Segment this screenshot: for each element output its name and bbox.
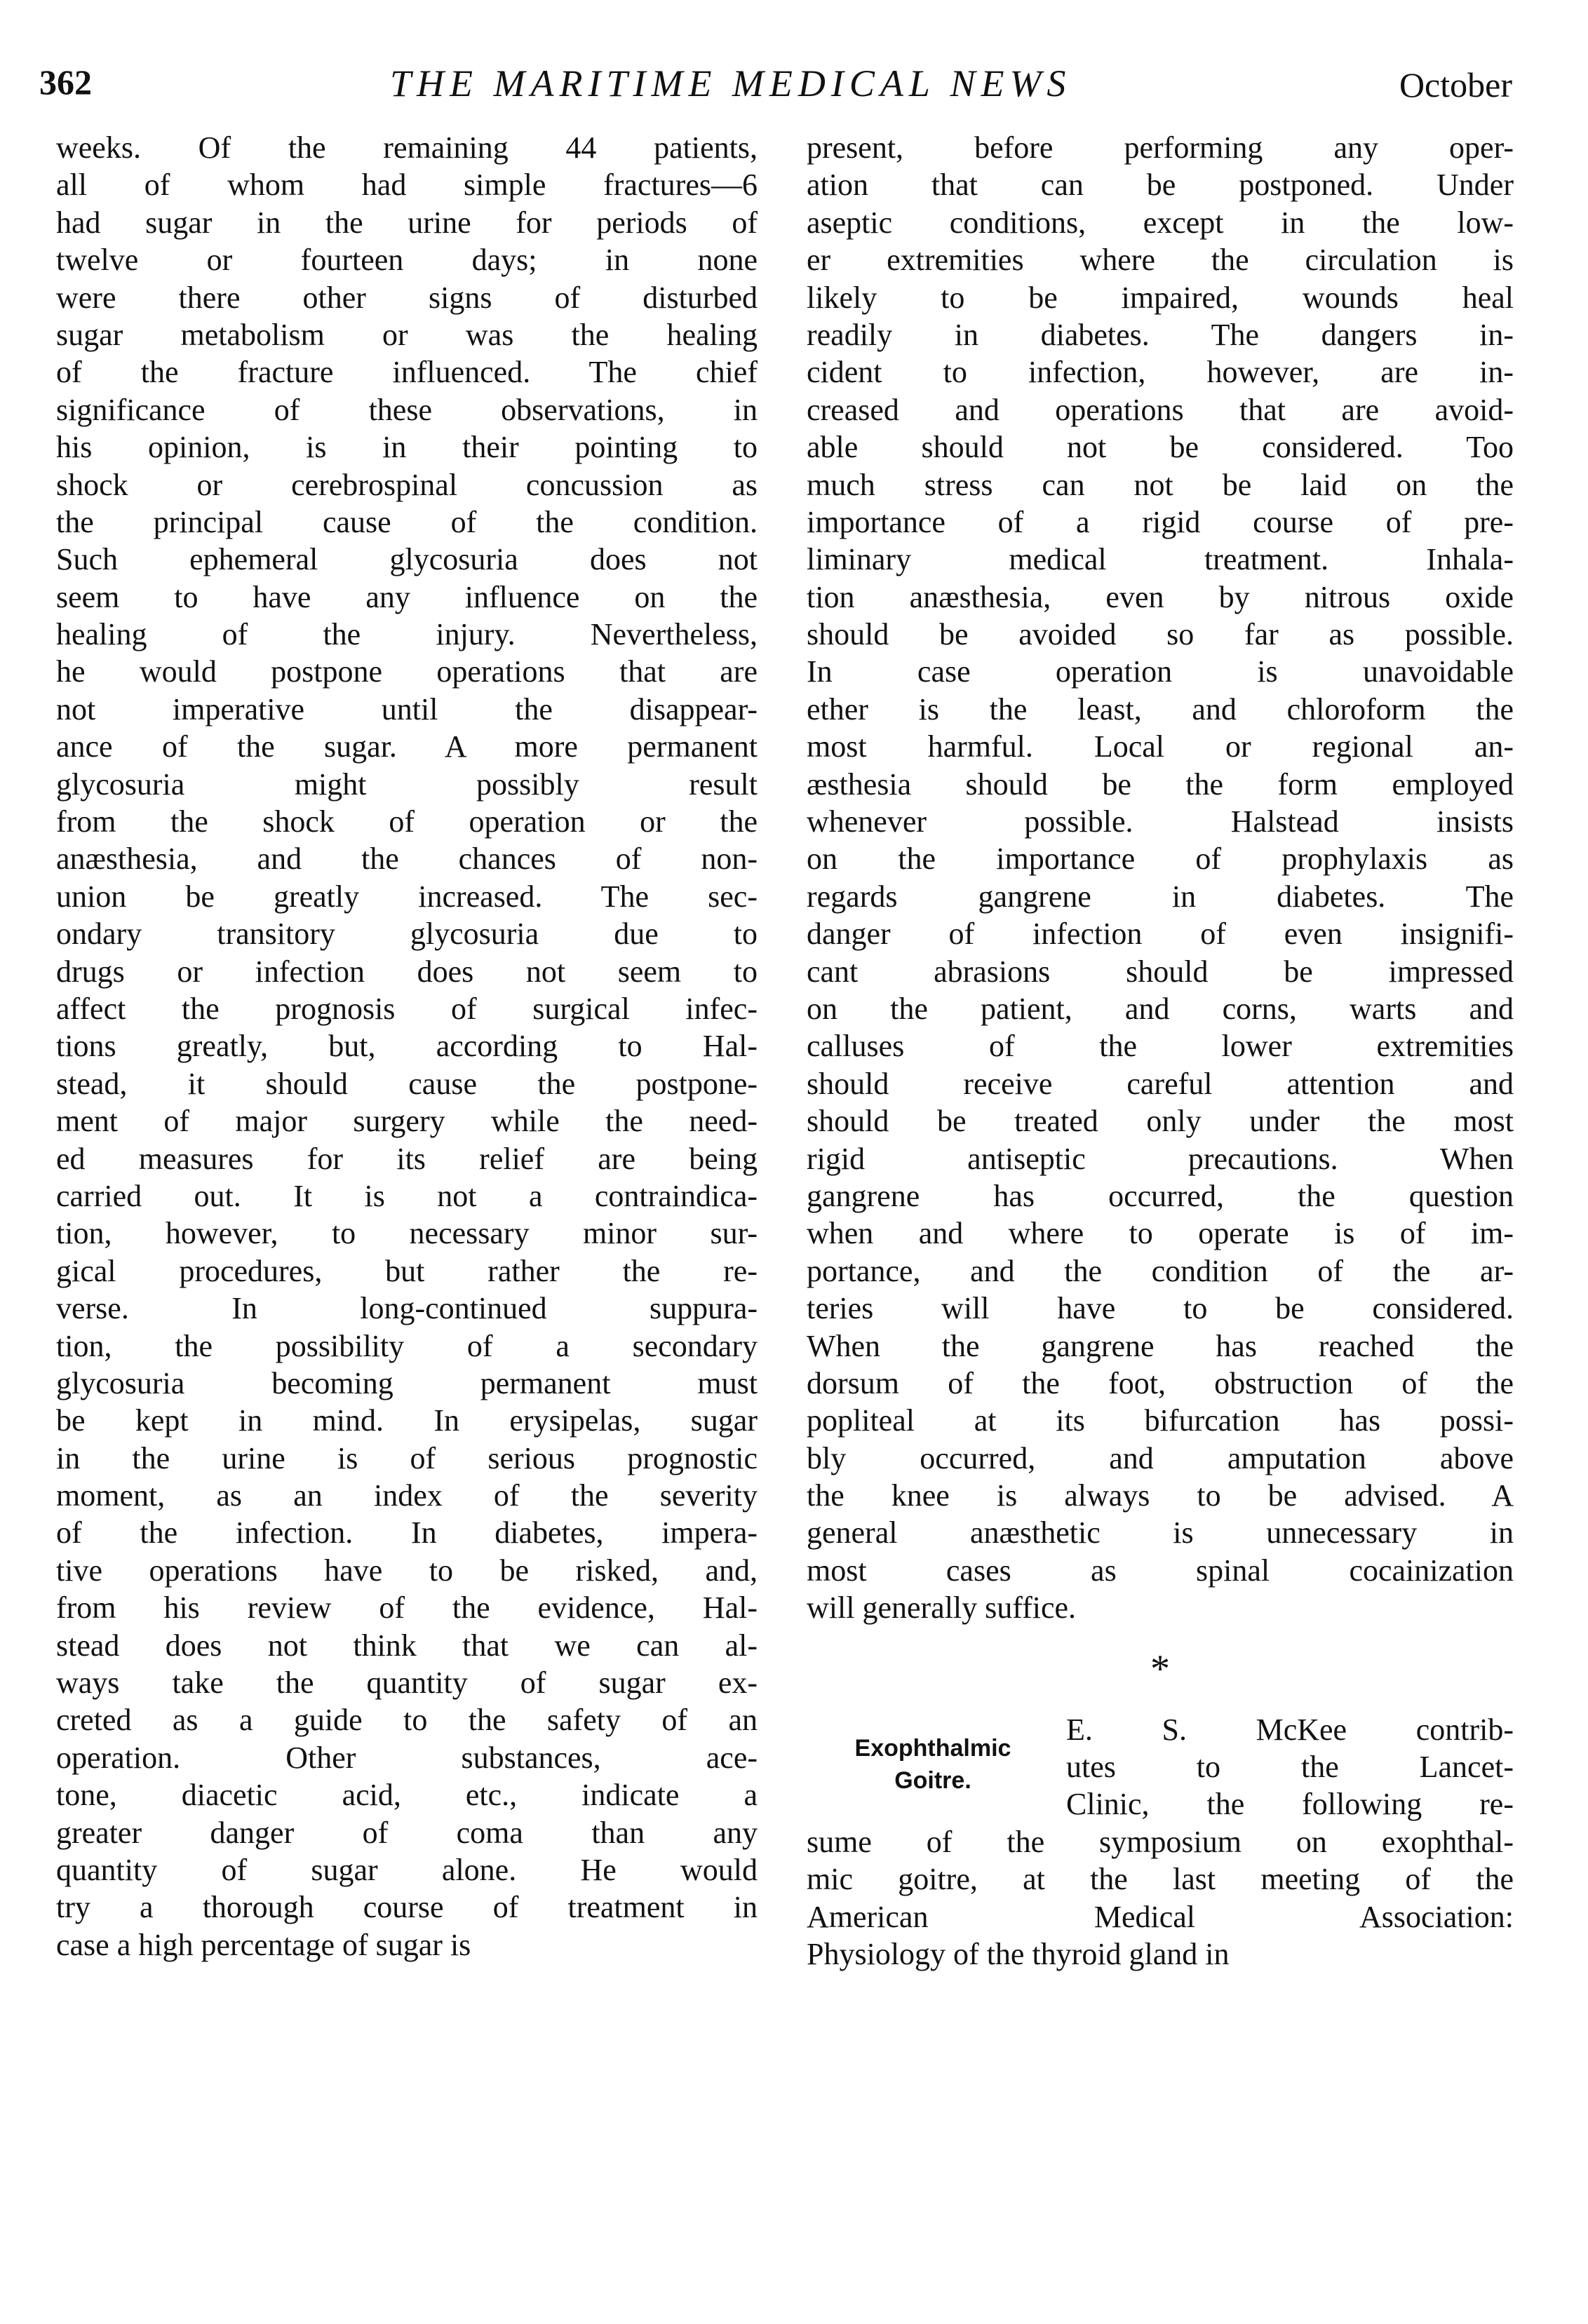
issue-month: October bbox=[1399, 65, 1512, 104]
text-line: In case operation is unavoidable bbox=[807, 654, 1514, 689]
sidehead-line: Goitre. bbox=[894, 1766, 971, 1794]
text-line: teries will have to be considered. bbox=[807, 1291, 1514, 1326]
text-line: had sugar in the urine for periods of bbox=[56, 205, 758, 240]
text-line: tions greatly, but, according to Hal- bbox=[56, 1029, 758, 1064]
exophthalmic-goitre-section bbox=[807, 1711, 1514, 1973]
text-line: gangrene has occurred, the question bbox=[807, 1178, 1514, 1213]
text-line: the principal cause of the condition. bbox=[56, 504, 758, 539]
text-line: tion, however, to necessary minor sur- bbox=[56, 1216, 758, 1251]
text-line: on the importance of prophylaxis as bbox=[807, 842, 1514, 877]
text-line: tion, the possibility of a secondary bbox=[56, 1328, 758, 1363]
text-line: stead does not think that we can al- bbox=[56, 1628, 758, 1663]
text-line: importance of a rigid course of pre- bbox=[807, 504, 1514, 539]
text-line: healing of the injury. Nevertheless, bbox=[56, 617, 758, 652]
text-line: drugs or infection does not seem to bbox=[56, 954, 758, 989]
text-line: dorsum of the foot, obstruction of the bbox=[807, 1365, 1514, 1400]
text-line: from the shock of operation or the bbox=[56, 804, 758, 839]
text-line: operation. Other substances, ace- bbox=[56, 1740, 758, 1775]
text-line: will generally suffice. bbox=[807, 1590, 1077, 1626]
text-line: stead, it should cause the postpone- bbox=[56, 1066, 758, 1101]
page-number: 362 bbox=[39, 62, 92, 102]
text-line: whenever possible. Halstead insists bbox=[807, 804, 1514, 839]
text-line: case a high percentage of sugar is bbox=[56, 1927, 471, 1962]
text-line: he would postpone operations that are bbox=[56, 654, 758, 689]
text-line: be kept in mind. In erysipelas, sugar bbox=[56, 1403, 758, 1438]
text-line: try a thorough course of treatment in bbox=[56, 1890, 758, 1925]
text-line: readily in diabetes. The dangers in- bbox=[807, 317, 1514, 352]
text-line: E. S. McKee contrib- bbox=[1066, 1712, 1514, 1747]
text-line: all of whom had simple fractures—6 bbox=[56, 168, 758, 203]
text-line: most cases as spinal cocainization bbox=[807, 1553, 1514, 1588]
page-header bbox=[39, 62, 1512, 118]
text-line: Physiology of the thyroid gland in bbox=[807, 1936, 1230, 1971]
text-line: significance of these observations, in bbox=[56, 392, 758, 427]
text-line: general anæsthetic is unnecessary in bbox=[807, 1515, 1514, 1551]
text-line bbox=[1066, 1748, 1514, 1785]
text-line: popliteal at its bifurcation has possi- bbox=[807, 1403, 1514, 1438]
text-line: should be treated only under the most bbox=[807, 1104, 1514, 1139]
text-line: carried out. It is not a contraindica- bbox=[56, 1178, 758, 1213]
text-line: present, before performing any oper- bbox=[807, 130, 1514, 165]
text-line: American Medical Association: bbox=[807, 1899, 1514, 1934]
section-body bbox=[807, 1823, 1514, 1973]
text-line: bly occurred, and amputation above bbox=[807, 1440, 1514, 1475]
text-line: portance, and the condition of the ar- bbox=[807, 1253, 1514, 1288]
text-line: his opinion, is in their pointing to bbox=[56, 430, 758, 465]
section-sidehead bbox=[807, 1732, 1059, 1797]
text-line: in the urine is of serious prognostic bbox=[56, 1440, 758, 1475]
text-line: most harmful. Local or regional an- bbox=[807, 729, 1514, 764]
text-line: ed measures for its relief are being bbox=[56, 1141, 758, 1176]
text-line: mic goitre, at the last meeting of the bbox=[807, 1862, 1514, 1897]
text-line: tive operations have to be risked, and, bbox=[56, 1553, 758, 1588]
text-line: likely to be impaired, wounds heal bbox=[807, 280, 1514, 315]
text-line: cant abrasions should be impressed bbox=[807, 954, 1514, 989]
text-line: much stress can not be laid on the bbox=[807, 467, 1514, 502]
text-line: tion anæsthesia, even by nitrous oxide bbox=[807, 579, 1514, 614]
text-line: sume of the symposium on exophthal- bbox=[807, 1824, 1514, 1859]
text-line: regards gangrene in diabetes. The bbox=[807, 879, 1514, 914]
text-line: ation that can be postponed. Under bbox=[807, 168, 1514, 203]
text-line: creted as a guide to the safety of an bbox=[56, 1703, 758, 1738]
text-line: on the patient, and corns, warts and bbox=[807, 991, 1514, 1026]
text-line: should receive careful attention and bbox=[807, 1066, 1514, 1101]
text-line: union be greatly increased. The sec- bbox=[56, 879, 758, 914]
text-line: twelve or fourteen days; in none bbox=[56, 243, 758, 278]
journal-title: THE MARITIME MEDICAL NEWS bbox=[390, 62, 1072, 104]
text-line: glycosuria might possibly result bbox=[56, 766, 758, 802]
text-line: Clinic, the following re- bbox=[1066, 1787, 1514, 1822]
text-line: gical procedures, but rather the re- bbox=[56, 1253, 758, 1288]
text-line: the knee is always to be advised. A bbox=[807, 1478, 1514, 1513]
text-line: seem to have any influence on the bbox=[56, 579, 758, 614]
text-line: danger of infection of even insignifi- bbox=[807, 917, 1514, 952]
text-line: should be avoided so far as possible. bbox=[807, 617, 1514, 652]
text-line: of the infection. In diabetes, impera- bbox=[56, 1515, 758, 1551]
text-line: when and where to operate is of im- bbox=[807, 1216, 1514, 1251]
text-line: calluses of the lower extremities bbox=[807, 1029, 1514, 1064]
text-line: tone, diacetic acid, etc., indicate a bbox=[56, 1778, 758, 1813]
text-line: æsthesia should be the form employed bbox=[807, 766, 1514, 802]
text-line: shock or cerebrospinal concussion as bbox=[56, 467, 758, 502]
text-line: weeks. Of the remaining 44 patients, bbox=[56, 130, 758, 165]
right-column-text bbox=[807, 129, 1514, 1627]
text-line: ways take the quantity of sugar ex- bbox=[56, 1666, 758, 1701]
text-line: anæsthesia, and the chances of non- bbox=[56, 842, 758, 877]
text-line: moment, as an index of the severity bbox=[56, 1478, 758, 1513]
text-line: affect the prognosis of surgical infec- bbox=[56, 991, 758, 1026]
text-line: from his review of the evidence, Hal- bbox=[56, 1590, 758, 1626]
text-line: verse. In long-continued suppura- bbox=[56, 1291, 758, 1326]
text-fragment: utes to the Lancet- bbox=[1066, 1750, 1514, 1785]
right-column bbox=[807, 129, 1514, 2289]
text-line: sugar metabolism or was the healing bbox=[56, 317, 758, 352]
text-line: greater danger of coma than any bbox=[56, 1815, 758, 1850]
text-line: creased and operations that are avoid- bbox=[807, 392, 1514, 427]
text-line: rigid antiseptic precautions. When bbox=[807, 1141, 1514, 1176]
text-line: ment of major surgery while the need- bbox=[56, 1104, 758, 1139]
text-line: not imperative until the disappear- bbox=[56, 691, 758, 727]
text-line: When the gangrene has reached the bbox=[807, 1328, 1514, 1363]
text-line: glycosuria becoming permanent must bbox=[56, 1365, 758, 1400]
text-line: liminary medical treatment. Inhala- bbox=[807, 542, 1514, 577]
section-separator: * bbox=[1150, 1647, 1170, 1691]
text-line: of the fracture influenced. The chief bbox=[56, 355, 758, 390]
text-line: aseptic conditions, except in the low- bbox=[807, 205, 1514, 240]
left-column bbox=[56, 129, 758, 2289]
text-line: er extremities where the circulation is bbox=[807, 243, 1514, 278]
sidehead-line: Exophthalmic bbox=[854, 1734, 1011, 1762]
text-line: ether is the least, and chloroform the bbox=[807, 691, 1514, 727]
text-line: cident to infection, however, are in- bbox=[807, 355, 1514, 390]
text-line: able should not be considered. Too bbox=[807, 430, 1514, 465]
text-line: ondary transitory glycosuria due to bbox=[56, 917, 758, 952]
text-line: ance of the sugar. A more permanent bbox=[56, 729, 758, 764]
text-line: quantity of sugar alone. He would bbox=[56, 1852, 758, 1887]
text-line: were there other signs of disturbed bbox=[56, 280, 758, 315]
text-line: Such ephemeral glycosuria does not bbox=[56, 542, 758, 577]
